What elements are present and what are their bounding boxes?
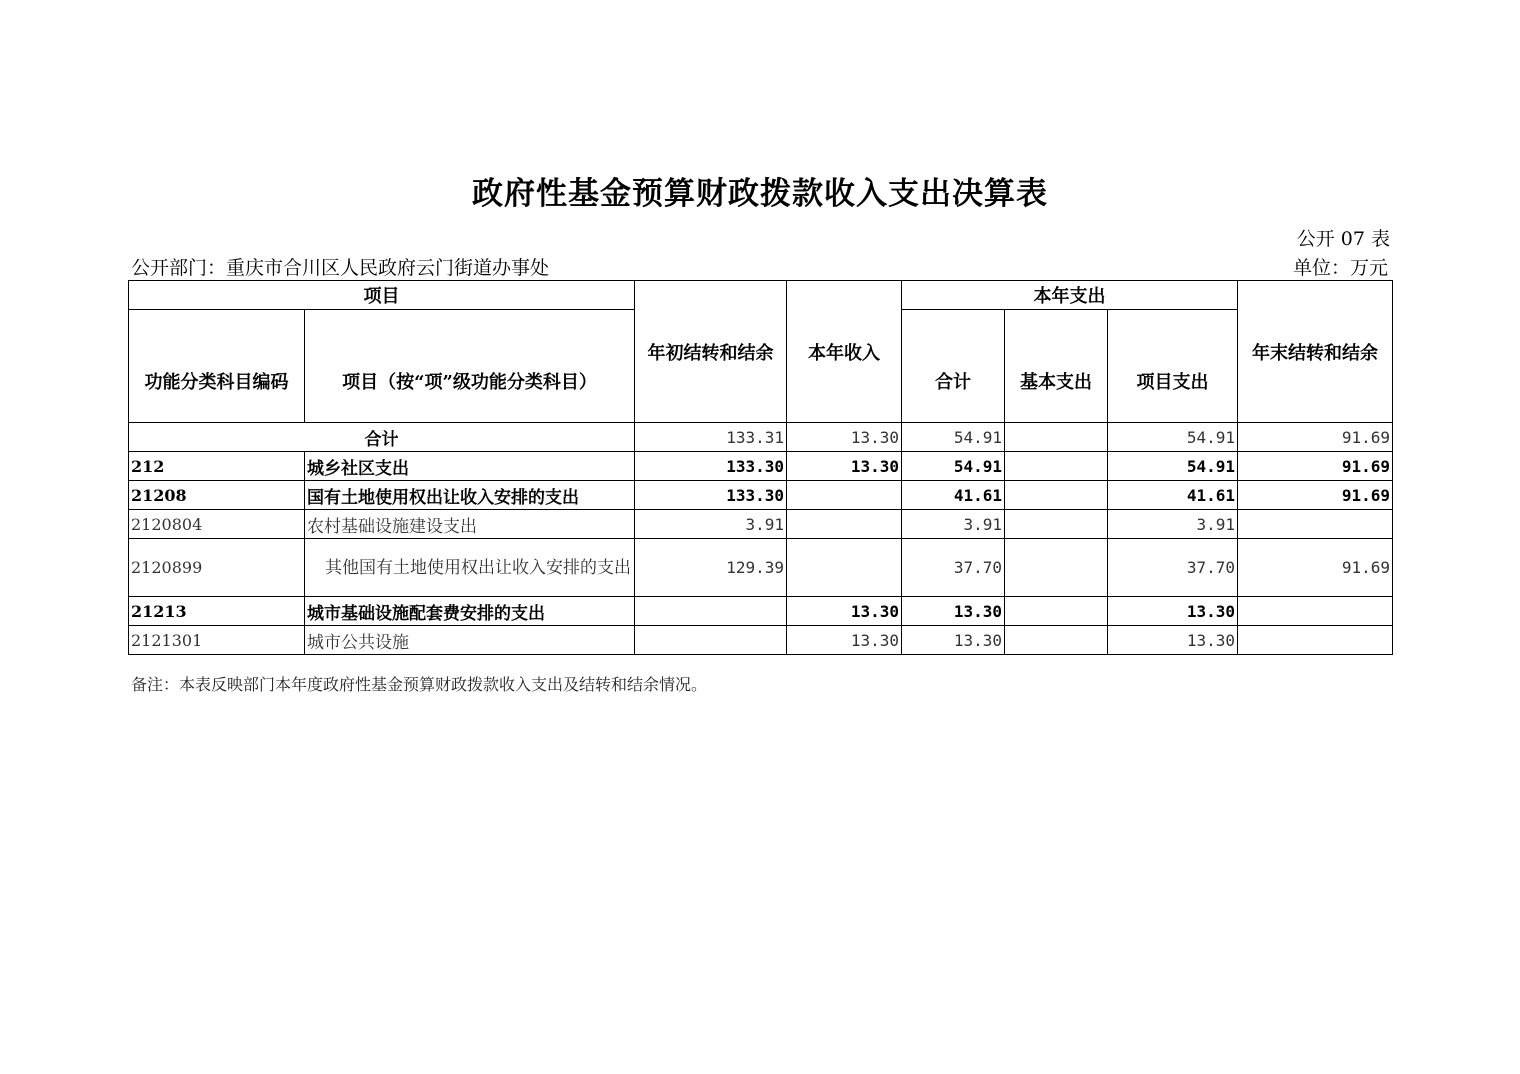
row-basic-expense [1005, 626, 1108, 655]
header-income: 本年收入 [787, 281, 902, 423]
row-project-expense: 3.91 [1108, 510, 1238, 539]
row-expense-total: 54.91 [902, 452, 1005, 481]
row-code: 2121301 [129, 626, 305, 655]
total-row [129, 423, 1393, 452]
row-project-expense: 54.91 [1108, 452, 1238, 481]
row-code: 21213 [129, 597, 305, 626]
table-row [129, 452, 1393, 481]
row-name: 城市公共设施 [305, 626, 635, 655]
row-begin-balance: 3.91 [635, 510, 787, 539]
total-label: 合计 [129, 423, 635, 452]
row-income: 13.30 [787, 452, 902, 481]
row-begin-balance: 129.39 [635, 539, 787, 597]
header-code: 功能分类科目编码 [129, 310, 305, 423]
table-row [129, 539, 1393, 597]
row-basic-expense [1005, 481, 1108, 510]
unit-label: 单位：万元 [1292, 257, 1388, 279]
header-item-name: 项目（按“项”级功能分类科目） [305, 310, 635, 423]
row-income [787, 539, 902, 597]
form-number: 公开 07 表 [1296, 228, 1390, 250]
row-project-expense: 13.30 [1108, 626, 1238, 655]
row-expense-total: 41.61 [902, 481, 1005, 510]
row-expense-total: 37.70 [902, 539, 1005, 597]
row-expense-total: 13.30 [902, 597, 1005, 626]
report-table [128, 280, 1393, 655]
total-basic-expense [1005, 423, 1108, 452]
total-expense-total: 54.91 [902, 423, 1005, 452]
row-basic-expense [1005, 510, 1108, 539]
row-code: 2120804 [129, 510, 305, 539]
row-expense-total: 13.30 [902, 626, 1005, 655]
row-income: 13.30 [787, 626, 902, 655]
row-end-balance: 91.69 [1238, 481, 1393, 510]
table-row [129, 626, 1393, 655]
table-row [129, 481, 1393, 510]
header-expense-group: 本年支出 [902, 281, 1238, 310]
row-project-expense: 41.61 [1108, 481, 1238, 510]
header-item-group: 项目 [129, 281, 635, 310]
total-income: 13.30 [787, 423, 902, 452]
row-name: 其他国有土地使用权出让收入安排的支出 [305, 539, 635, 597]
row-begin-balance [635, 597, 787, 626]
row-code: 212 [129, 452, 305, 481]
total-end-balance: 91.69 [1238, 423, 1393, 452]
row-basic-expense [1005, 539, 1108, 597]
row-name: 城乡社区支出 [305, 452, 635, 481]
row-code: 21208 [129, 481, 305, 510]
row-code: 2120899 [129, 539, 305, 597]
row-name: 农村基础设施建设支出 [305, 510, 635, 539]
table-note: 备注：本表反映部门本年度政府性基金预算财政拨款收入支出及结转和结余情况。 [131, 675, 708, 694]
row-end-balance [1238, 510, 1393, 539]
row-income [787, 481, 902, 510]
header-expense-total: 合计 [902, 310, 1005, 423]
row-name: 城市基础设施配套费安排的支出 [305, 597, 635, 626]
row-begin-balance [635, 626, 787, 655]
row-name: 国有土地使用权出让收入安排的支出 [305, 481, 635, 510]
row-basic-expense [1005, 597, 1108, 626]
header-basic-expense: 基本支出 [1005, 310, 1108, 423]
header-end-balance: 年末结转和结余 [1238, 281, 1393, 423]
page-title: 政府性基金预算财政拨款收入支出决算表 [472, 176, 1048, 212]
row-project-expense: 37.70 [1108, 539, 1238, 597]
row-basic-expense [1005, 452, 1108, 481]
row-income [787, 510, 902, 539]
row-income: 13.30 [787, 597, 902, 626]
header-begin-balance: 年初结转和结余 [635, 281, 787, 423]
department-label: 公开部门：重庆市合川区人民政府云门街道办事处 [131, 257, 550, 279]
total-begin-balance: 133.31 [635, 423, 787, 452]
row-end-balance: 91.69 [1238, 452, 1393, 481]
header-row-1 [129, 281, 1393, 310]
row-begin-balance: 133.30 [635, 452, 787, 481]
row-end-balance [1238, 597, 1393, 626]
table-row [129, 510, 1393, 539]
total-project-expense: 54.91 [1108, 423, 1238, 452]
table-row [129, 597, 1393, 626]
row-end-balance [1238, 626, 1393, 655]
row-begin-balance: 133.30 [635, 481, 787, 510]
row-project-expense: 13.30 [1108, 597, 1238, 626]
row-expense-total: 3.91 [902, 510, 1005, 539]
row-end-balance: 91.69 [1238, 539, 1393, 597]
header-project-expense: 项目支出 [1108, 310, 1238, 423]
